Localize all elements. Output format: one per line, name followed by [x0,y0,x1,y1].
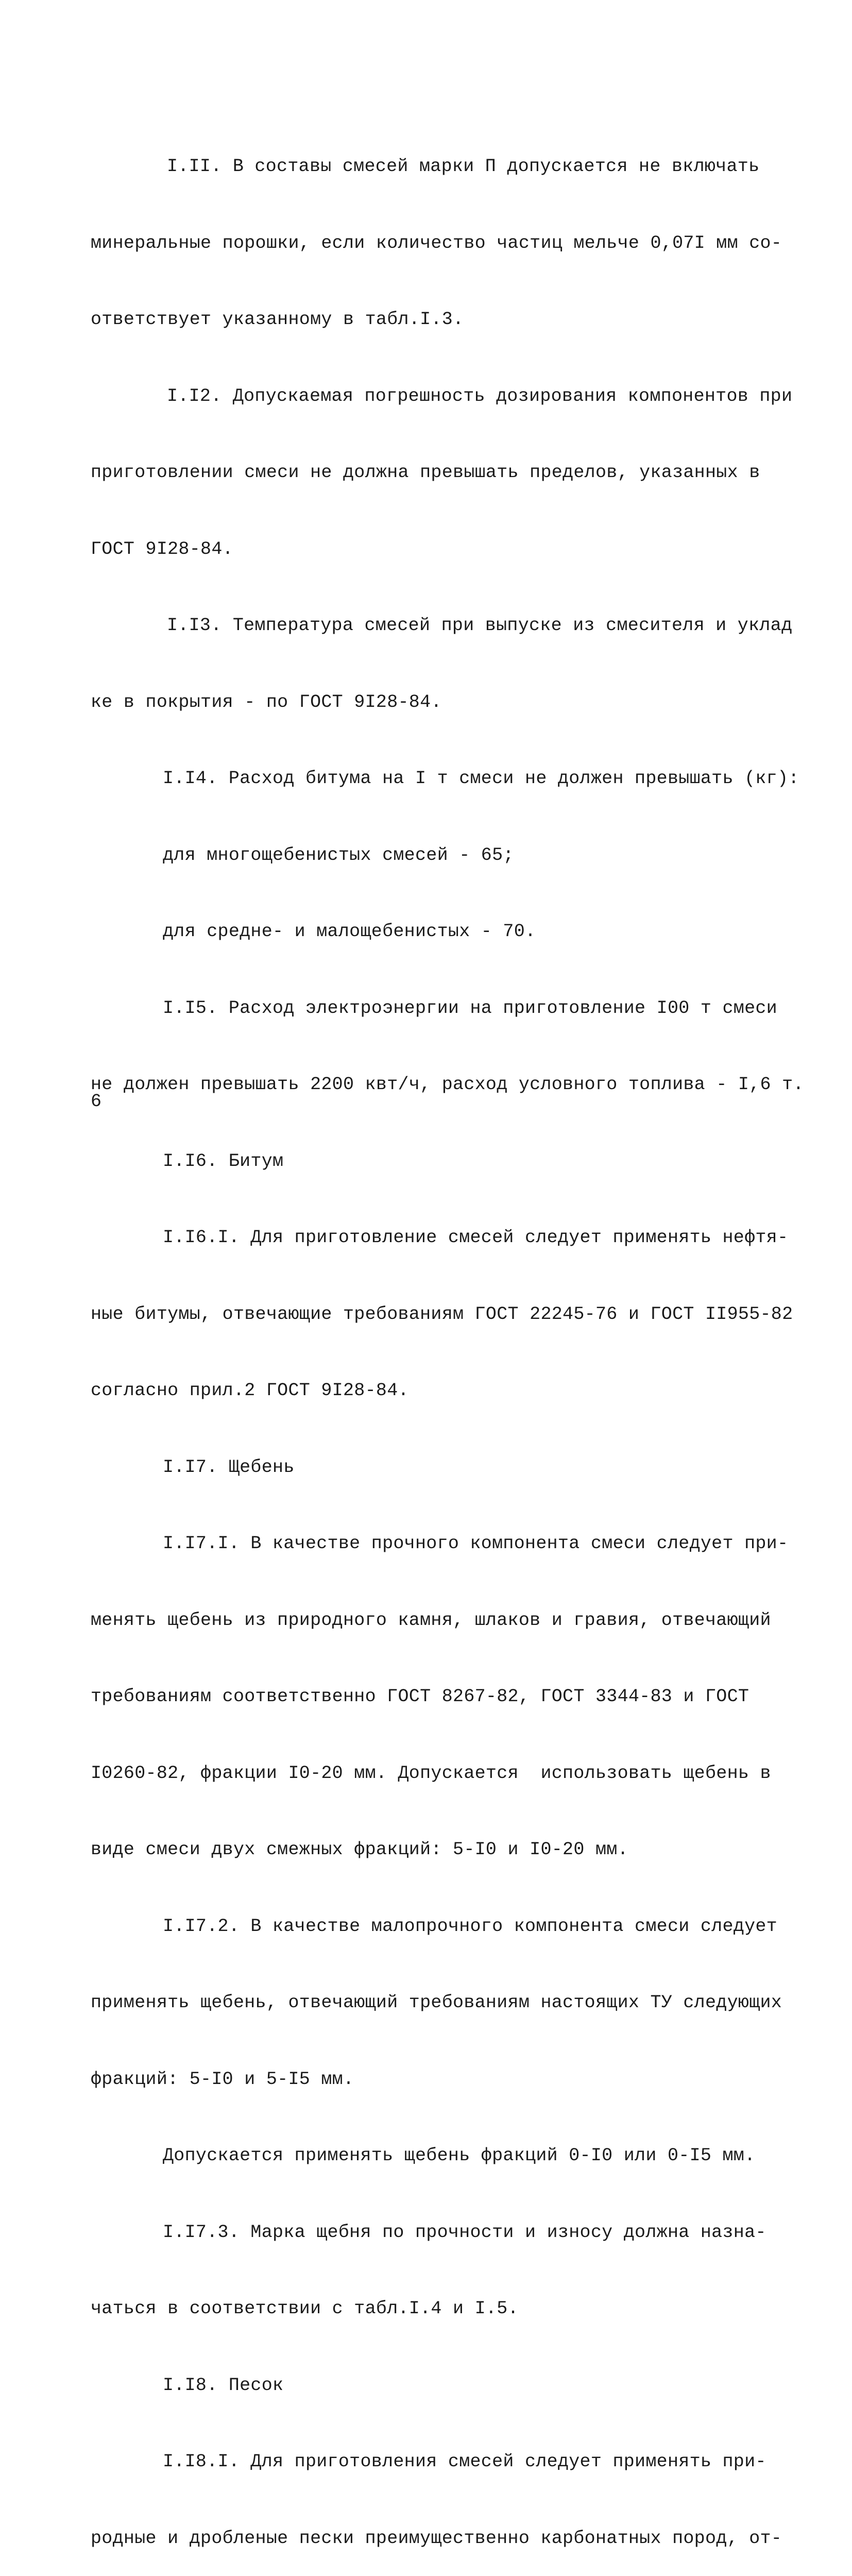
text-line: I.I8.I. Для приготовления смесей следует применять при- [163,2451,766,2472]
text-line: I.I6.I. Для приготовление смесей следует применять нефтя- [163,1227,789,1248]
text-line: родные и дробленые пески преимущественно карбонатных пород, от- [91,2528,782,2549]
text-line: минеральные порошки, если количество частиц мельче 0,07I мм со- [91,232,782,253]
text-line: согласно прил.2 ГОСТ 9I28-84. [91,1380,409,1401]
text-line: I.I7.I. В качестве прочного компонента смеси следует при- [163,1533,789,1554]
text-line: фракций: 5-I0 и 5-I5 мм. [91,2069,354,2090]
page-number: 6 [91,1091,102,1112]
text-line: ГОСТ 9I28-84. [91,538,233,560]
text-line: I.I3. Температура смесей при выпуске из смесителя и уклад [167,615,793,636]
text-line: I.II. В составы смесей марки П допускается не включать [167,156,760,177]
text-line: ответствует указанному в табл.I.3. [91,309,464,330]
text-line: I.I4. Расход битума на I т смеси не должен превышать (кг): [163,768,799,789]
text-line: I.I2. Допускаемая погрешность дозирования компонентов при [167,385,793,406]
section-heading: I.I7. Щебень [163,1456,295,1478]
text-line: ке в покрытия - по ГОСТ 9I28-84. [91,691,442,713]
text-line: Допускается применять щебень фракций 0-I0 или 0-I5 мм. [163,2145,756,2166]
text-line: приготовлении смеси не должна превышать пределов, указанных в [91,462,760,483]
text-line: применять щебень, отвечающий требованиям настоящих ТУ следующих [91,1992,782,2013]
section-heading: I.I6. Битум [163,1150,284,1172]
text-line: для средне- и малощебенистых - 70. [163,921,536,942]
text-line: не должен превышать 2200 квт/ч, расход условного топлива - I,6 т. [91,1074,804,1095]
text-line: для многощебенистых смесей - 65; [163,844,514,866]
text-line: I.I7.3. Марка щебня по прочности и износу должна назна- [163,2222,766,2243]
text-line: I0260-82, фракции I0-20 мм. Допускается использовать щебень в [91,1762,771,1784]
text-line: чаться в соответствии с табл.I.4 и I.5. [91,2298,519,2319]
section-heading: I.I8. Песок [163,2375,284,2396]
text-line: требованиям соответственно ГОСТ 8267-82, ГОСТ 3344-83 и ГОСТ [91,1686,749,1707]
text-line: ные битумы, отвечающие требованиям ГОСТ 22245-76 и ГОСТ II955-82 [91,1303,793,1325]
text-line: виде смеси двух смежных фракций: 5-I0 и I0-20 мм. [91,1839,628,1860]
text-line: I.I7.2. В качестве малопрочного компонента смеси следует [163,1916,777,1937]
text-line: менять щебень из природного камня, шлаков и гравия, отвечающий [91,1609,771,1631]
document-body [91,103,804,2576]
text-line: I.I5. Расход электроэнергии на приготовление I00 т смеси [163,997,777,1019]
